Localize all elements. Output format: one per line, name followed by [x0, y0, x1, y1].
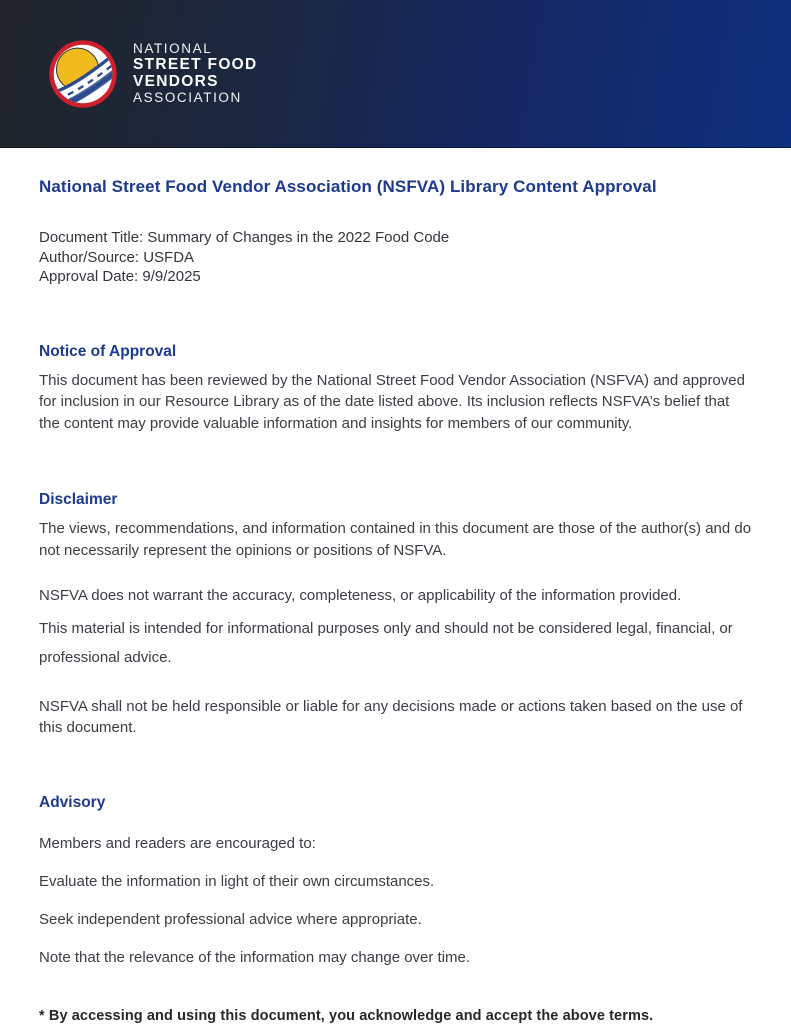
advisory-intro: Members and readers are encouraged to: — [39, 834, 316, 852]
section-advisory — [39, 794, 752, 966]
page-title: National Street Food Vendor Association (NSFVA) Library Content Approval — [39, 177, 657, 196]
notice-heading: Notice of Approval — [39, 342, 177, 360]
notice-paragraph: This document has been reviewed by the National Street Food Vendor Association (NSFVA) and approved for inclusion in our Resource Library as of the date listed above. Its inclusion reflects NSFVA’s belief that the content may provide valuable information and insights for members of our community. — [39, 371, 745, 432]
disclaimer-paragraph: This material is intended for informational purposes only and should not be considered legal, financial, or professional advice. — [39, 619, 733, 666]
document-body — [0, 177, 791, 1024]
section-notice-of-approval — [39, 343, 752, 435]
nsfva-logo — [49, 40, 258, 108]
disclaimer-paragraph: NSFVA shall not be held responsible or liable for any decisions made or actions taken based on the use of this document. — [39, 697, 743, 736]
nsfva-logo-icon — [49, 40, 117, 108]
meta-author-source: Author/Source: USFDA — [39, 248, 195, 266]
disclaimer-paragraph: The views, recommendations, and information contained in this document are those of the author(s) and do not necessarily represent the opinions or positions of NSFVA. — [39, 520, 752, 559]
advisory-item: Seek independent professional advice where appropriate. — [39, 910, 422, 928]
logo-wordmark — [133, 41, 258, 106]
disclaimer-paragraph: NSFVA does not warrant the accuracy, completeness, or applicability of the information provided. — [39, 587, 682, 604]
logo-line-national: NATIONAL — [133, 41, 213, 56]
footer-note: * By accessing and using this document, you acknowledge and accept the above terms. — [39, 1007, 654, 1024]
logo-line-association: ASSOCIATION — [133, 90, 242, 105]
advisory-heading: Advisory — [39, 793, 106, 811]
section-disclaimer — [39, 491, 752, 739]
advisory-item: Note that the relevance of the information may change over time. — [39, 948, 471, 966]
header-banner — [0, 0, 791, 148]
disclaimer-heading: Disclaimer — [39, 491, 118, 508]
advisory-item: Evaluate the information in light of their own circumstances. — [39, 872, 435, 890]
meta-approval-date: Approval Date: 9/9/2025 — [39, 268, 201, 285]
logo-line-vendors: VENDORS — [133, 72, 219, 90]
meta-document-title: Document Title: Summary of Changes in the 2022 Food Code — [39, 229, 450, 246]
document-meta — [39, 228, 752, 287]
logo-line-street-food: STREET FOOD — [133, 56, 258, 73]
